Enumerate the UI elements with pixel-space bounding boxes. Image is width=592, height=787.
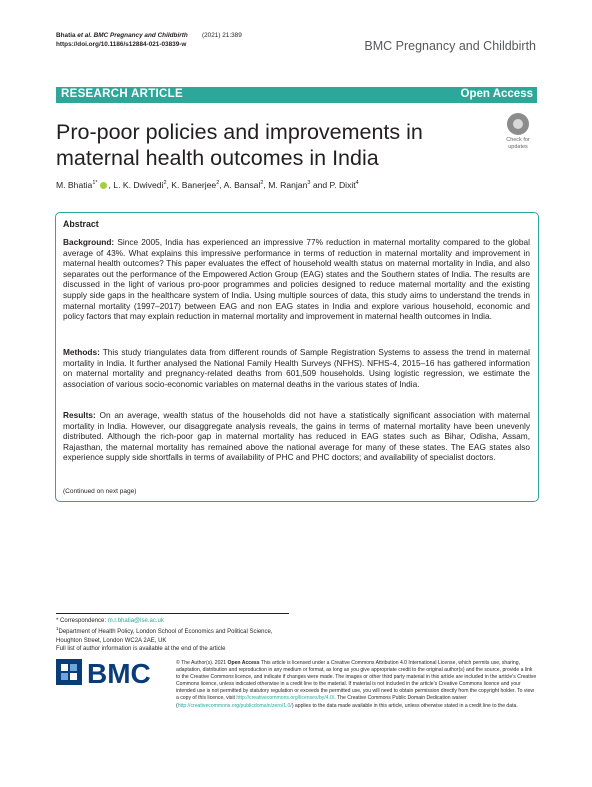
doi-link[interactable]: https://doi.org/10.1186/s12884-021-03839-w <box>56 41 187 48</box>
citation-authors: Bhatia <box>56 32 76 39</box>
check-updates-text: Check for updates <box>506 137 530 150</box>
abstract-background: Background: Since 2005, India has experienced an impressive 77% reduction in maternal mortality compared to the global average of 43%. What explains this impressive performance in terms of reduction in maternal mortality and improvement in maternal health outcomes? This paper evaluates the effect of household wealth status on maternal mortality in India, and also separates out the performance of the Empowered Action Group (EAG) states and the Southern states of India. The results are discussed in the light of various pro-poor programmes and policies designed to reduce maternal mortality and the existing supply side gaps in the healthcare system of India. Using multiple sources of data, this study aims to understand the trends in maternal mortality (1997–2017) between EAG and non EAG states in India and explore various household, economic and policy factors that may explain reduction in maternal mortality and improvement in maternal health outcomes in India. <box>63 237 530 322</box>
journal-name: BMC Pregnancy and Childbirth <box>364 39 536 53</box>
citation-journal: et al. BMC Pregnancy and Childbirth <box>75 32 188 39</box>
affiliation: Department of Health Policy, London School of Economics and Political Science, Houghton Street, London WC2A 2AE, UK <box>56 629 273 644</box>
abstract-results: Results: On an average, wealth status of the households did not have a statistically significant association with maternal mortality in India. However, our disaggregate analysis reveals, the gains in terms of maternal mortality have been unevenly distributed. Although the rich-poor gap in maternal mortality has reduced in EAG states such as Bihar, Odisha, Assam, Rajasthan, the maternal mortality has remained above the national average for many of these states. The EAG states also experience supply side shortfalls in terms of availability of PHC and PHC doctors; and availability of specialist doctors. <box>63 410 530 463</box>
open-access-label: Open Access <box>460 88 533 100</box>
author-6[interactable]: and P. Dixit <box>310 180 356 190</box>
abstract-heading: Abstract <box>63 219 99 229</box>
author-list: M. Bhatia$^{1*}$ , L. K. Dwivedi$^2$, K. Banerjee$^2$, A. Bansal$^2$, M. Ranjan$^3$ and P. Dixit$^4$ <box>56 180 359 190</box>
author-5[interactable]: , M. Ranjan <box>263 180 308 190</box>
author-3[interactable]: , K. Banerjee <box>166 180 217 190</box>
continued-note: (Continued on next page) <box>63 488 137 495</box>
correspondence-email[interactable]: m.r.bhatia@lse.ac.uk <box>107 618 164 624</box>
author-2[interactable]: , L. K. Dwivedi <box>108 180 164 190</box>
author-1[interactable]: M. Bhatia <box>56 180 93 190</box>
check-for-updates-badge[interactable] <box>498 113 538 155</box>
bmc-logo-graphic <box>56 657 166 687</box>
citation-header <box>56 31 242 49</box>
cc-by-link[interactable]: http://creativecommons.org/licenses/by/4.0/ <box>236 695 335 702</box>
author-4[interactable]: , A. Bansal <box>219 180 261 190</box>
citation-year: (2021) 21:389 <box>201 32 242 39</box>
article-type-banner <box>56 87 537 103</box>
bmc-logo-text: BMC <box>87 658 151 687</box>
bmc-logo <box>56 657 166 687</box>
cc-zero-link[interactable]: http://creativecommons.org/publicdomain/zero/1.0/ <box>177 702 292 709</box>
orcid-icon[interactable] <box>100 182 107 189</box>
license-statement: © The Author(s). 2021 Open Access This article is licensed under a Creative Commons Attribution 4.0 International License, which permits use, sharing, adaptation, distribution and reproduction in any medium or format, as long as you give appropriate credit to the original author(s) and the source, provide a link to the Creative Commons licence, and indicate if changes were made. The images or other third party material in this article are included in the article's Creative Commons licence, unless indicated otherwise in a credit line to the material. If material is not included in the article's Creative Commons licence and your intended use is not permitted by statutory regulation or exceeds the permitted use, you will need to obtain permission directly from the copyright holder. To view a copy of this licence, visit http://creativecommons.org/licenses/by/4.0/. The Creative Commons Public Domain Dedication waiver (http://creativecommons.org/publicdomain/zero/1.0/) applies to the data made available in this article, unless otherwise stated in a credit line to the data. <box>176 660 537 709</box>
abstract-methods: Methods: This study triangulates data from different rounds of Sample Registration Systems to assess the trend in maternal mortality in India. It further analysed the National Family Health Surveys (NFHS). NFHS-4, 2015–16 has gathered information on maternal mortality and pregnancy-related deaths from 601,509 households. Using logistic regression, we estimate the association of various socio-economic variables on maternal deaths in the various states of India. <box>63 347 530 389</box>
correspondence-footnote: * Correspondence: m.r.bhatia@lse.ac.uk $^1$Department of Health Policy, London School of Economics and Political Science, Houghton Street, London WC2A 2AE, UK Full list of author information is available at the end of the article <box>56 617 291 654</box>
article-title: Pro-poor policies and improvements in maternal health outcomes in India <box>56 120 423 170</box>
check-updates-icon <box>507 113 529 135</box>
author-info-note: Full list of author information is available at the end of the article <box>56 646 226 653</box>
footnote-divider <box>56 613 289 614</box>
article-type: RESEARCH ARTICLE <box>61 88 183 100</box>
